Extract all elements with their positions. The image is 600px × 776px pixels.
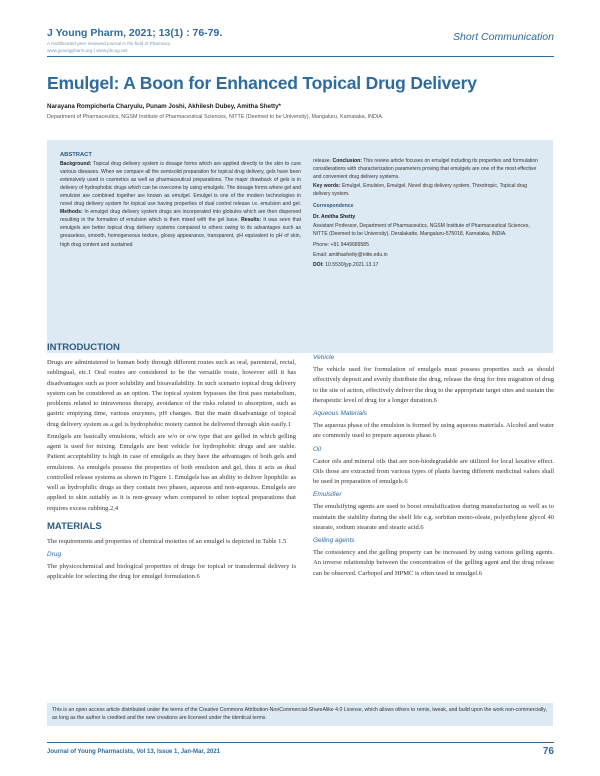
gelling-paragraph: The consistency and the gelling property can be increased by using various gelling agents. An inverse relationship between the concentration of the gelling agent and the drug release can be observed. Carbopol and HPMC is often used in emulgel.6 <box>313 549 554 577</box>
oil-paragraph: Castor oils and mineral oils that are non-biodegradable are utilized for local laxative effect. Oils those are extracted from various types of plants having different medicinal values shall be used in preparation of emulgels.6 <box>313 457 554 485</box>
doi-label: DOI: <box>313 261 324 268</box>
article-title: Emulgel: A Boon for Enhanced Topical Drug Delivery <box>47 73 477 93</box>
methods-label: Methods: <box>60 209 83 216</box>
introduction-paragraph-2: Emulgels are basically emulsions, which are w/o or o/w type that are gelled in which gelling agent is used for mixing. Emulgels are best vehicle for hydrophobic drugs and are stable. Patient acceptability is high in case of emulgels as they have the advantages of both gels and emulsions. As emulgels possess the properties of both emulsion and gel, thus it acts as dual controlled release systems as shown in Figure 1. Emulgels has an ability to deliver lipophilic as well as hydrophilic drugs as they contain two phases, aqueous and non-aqueous. Emulgels are applied to skin suitably as it is non-greasy when compared to other topical preparations that requires excess rubbing.2,4 <box>47 432 296 512</box>
materials-paragraph: The requirements and properties of chemical moieties of an emulgel is depicted in Table 1.5 <box>47 537 287 545</box>
introduction-heading: INTRODUCTION <box>47 342 120 353</box>
right-body-column <box>313 350 554 581</box>
keywords-text: Emulgel, Emulsion, Emulgel, Novel drug delivery system, Thixotropic, Topical drug delivery system. <box>313 183 528 198</box>
correspondence-heading: Correspondence <box>313 203 354 210</box>
materials-heading: MATERIALS <box>47 520 102 532</box>
results-text: It was seen that emulgels are better topical drug delivery systems compared to others owing to its advantages such as greaseless, smooth, homogeneous texture, glossy appearance, transparent, pH equivalent to pH of skin, high drug content and sustained <box>60 217 301 248</box>
gelling-subheading: Gelling agents <box>313 537 355 544</box>
abstract-body <box>60 160 301 249</box>
methods-text: In emulgel drug delivery system drugs are incorporated into globules which are then dispersed resulting in the formation of emulsion which is then mixed with the gel base. <box>60 209 301 224</box>
footer-divider <box>47 742 554 743</box>
oil-subheading: Oil <box>313 445 321 453</box>
header-divider <box>47 56 554 57</box>
license-text: This is an open access article distributed under the terms of the Creative Commons Attribution-NonCommercial-ShareAlike 4.0 License, which allows others to remix, tweak, and build upon the work non-commercially, as long as the author is credited and the new creations are licensed under the identical terms. <box>52 707 547 721</box>
aqueous-paragraph: The aqueous phase of the emulsion is formed by using aqueous materials. Alcohol and water are commonly used to prepare aqueous phase.6 <box>313 422 554 440</box>
background-label: Background: <box>60 161 92 168</box>
conclusion-text: This review article focuses on emulgel including its properties and formulation considerations with characterization parameters proving that emulgels are one of the most effective and convenient drug delivery systems. <box>313 158 538 181</box>
doi-link[interactable]: 10.5530/jyp.2021.13.17 <box>323 261 379 268</box>
correspondence-email[interactable]: Email: amithashetty@nitte.edu.in <box>313 251 388 258</box>
emulsifier-paragraph: The emulsifying agents are used to boost emulsification during manufacturing as well as to maintain the stability during the shelf life e.g. sorbitan mono-oleate, polyethylene glycol 40 stearate, sodium stearate and stearic acid.6 <box>313 503 554 531</box>
correspondence-name: Dr. Amitha Shetty <box>313 214 356 221</box>
vehicle-subheading: Vehicle <box>313 354 335 361</box>
background-text: Topical drug delivery system is dosage forms which are applied directly to the skin to cure various diseases. When we compare all the semisolid preparation for topical drug delivery, gels have been extensively used in cosmetics as well as pharmaceutical preparations. The major drawback of gels is in delivery of hydrophobic drugs which can be overcome by using emulgels. The dosage forms where gel and emulsion are combined together are known as emulgel. Emulgel is one of the modern technologies in novel drug delivery system for topical use having properties of dual control release i.e. emulsion and gel. <box>60 161 301 208</box>
keywords-label: Key words: <box>313 183 341 190</box>
correspondence-address: Assistant Professor, Department of Pharmaceutics, NGSM Institute of Pharmaceutical Sciences, NITTE (Deemed to be University), Deralakatte, Mangaluru-575018, Karnataka, INDIA. <box>313 223 530 237</box>
keywords-paragraph <box>313 182 543 198</box>
doi-line <box>313 261 543 269</box>
abstract-left-column <box>60 151 301 249</box>
article-type: Short Communication <box>453 31 554 43</box>
conclusion-lead: release. <box>313 158 333 164</box>
drug-subheading: Drug <box>47 551 62 558</box>
introduction-paragraph-1: Drugs are administered to human body through different routes such as oral, parenteral, rectal, sublingual, etc.1 Oral routes are considered to be the versatile route, however still it has disadvantages such as poor solubility and bioavailability. In such scenario topical drug delivery system can be considered as an option. The topical system bypasses the first pass metabolism, problems related to intravenous therapy, avoidance of the risks related to absorption, such as gastric emptying time, various enzymes, pH changes. But the main disadvantage of topical drug delivery system as a gel is hydrophobic moiety cannot be delivered through skin easily.1 <box>47 359 296 428</box>
drug-paragraph: The physicochemical and biological properties of drugs for topical or transdermal delivery is applicable for selecting the drug for emulgel formulation.6 <box>47 563 296 581</box>
correspondence-phone: Phone: +91 9449689585 <box>313 241 369 248</box>
page-number: 76 <box>542 746 554 757</box>
author-list: Narayana Rompicherla Charyulu, Punam Joshi, Akhilesh Dubey, Amitha Shetty* <box>47 103 281 110</box>
vehicle-paragraph: The vehicle used for formulation of emulgels must possess properties such as should effectively deposit and evenly distribute the drug, release the drug for free migration of drug to the site of action, effectively deliver the drug to the appropriate target sites and sustain the therapeutic level of drug for a longer duration.6 <box>313 366 554 404</box>
journal-website-link[interactable]: www.jyoungpharm.org | www.phcog.net <box>47 48 128 53</box>
journal-tagline: A multifaceted peer reviewed journal in the field of Pharmacy <box>47 41 171 46</box>
abstract-right-column <box>313 157 543 269</box>
footer-journal: Journal of Young Pharmacists, Vol 13, Issue 1, Jan-Mar, 2021 <box>47 749 221 755</box>
emulsifier-subheading: Emulsifier <box>313 491 342 499</box>
conclusion-paragraph <box>313 157 543 181</box>
abstract-heading: ABSTRACT <box>60 152 92 158</box>
results-label: Results: <box>241 217 262 224</box>
author-affiliation: Department of Pharmaceutics, NGSM Institute of Pharmaceutical Sciences, NITTE (Deemed to be University), Mangaluru, Karnataka, INDIA. <box>47 114 384 120</box>
journal-reference: J Young Pharm, 2021; 13(1) : 76-79. <box>47 27 223 39</box>
conclusion-label: Conclusion: <box>332 158 362 164</box>
left-body-column <box>47 335 296 585</box>
aqueous-subheading: Aqueous Materials <box>313 410 367 417</box>
